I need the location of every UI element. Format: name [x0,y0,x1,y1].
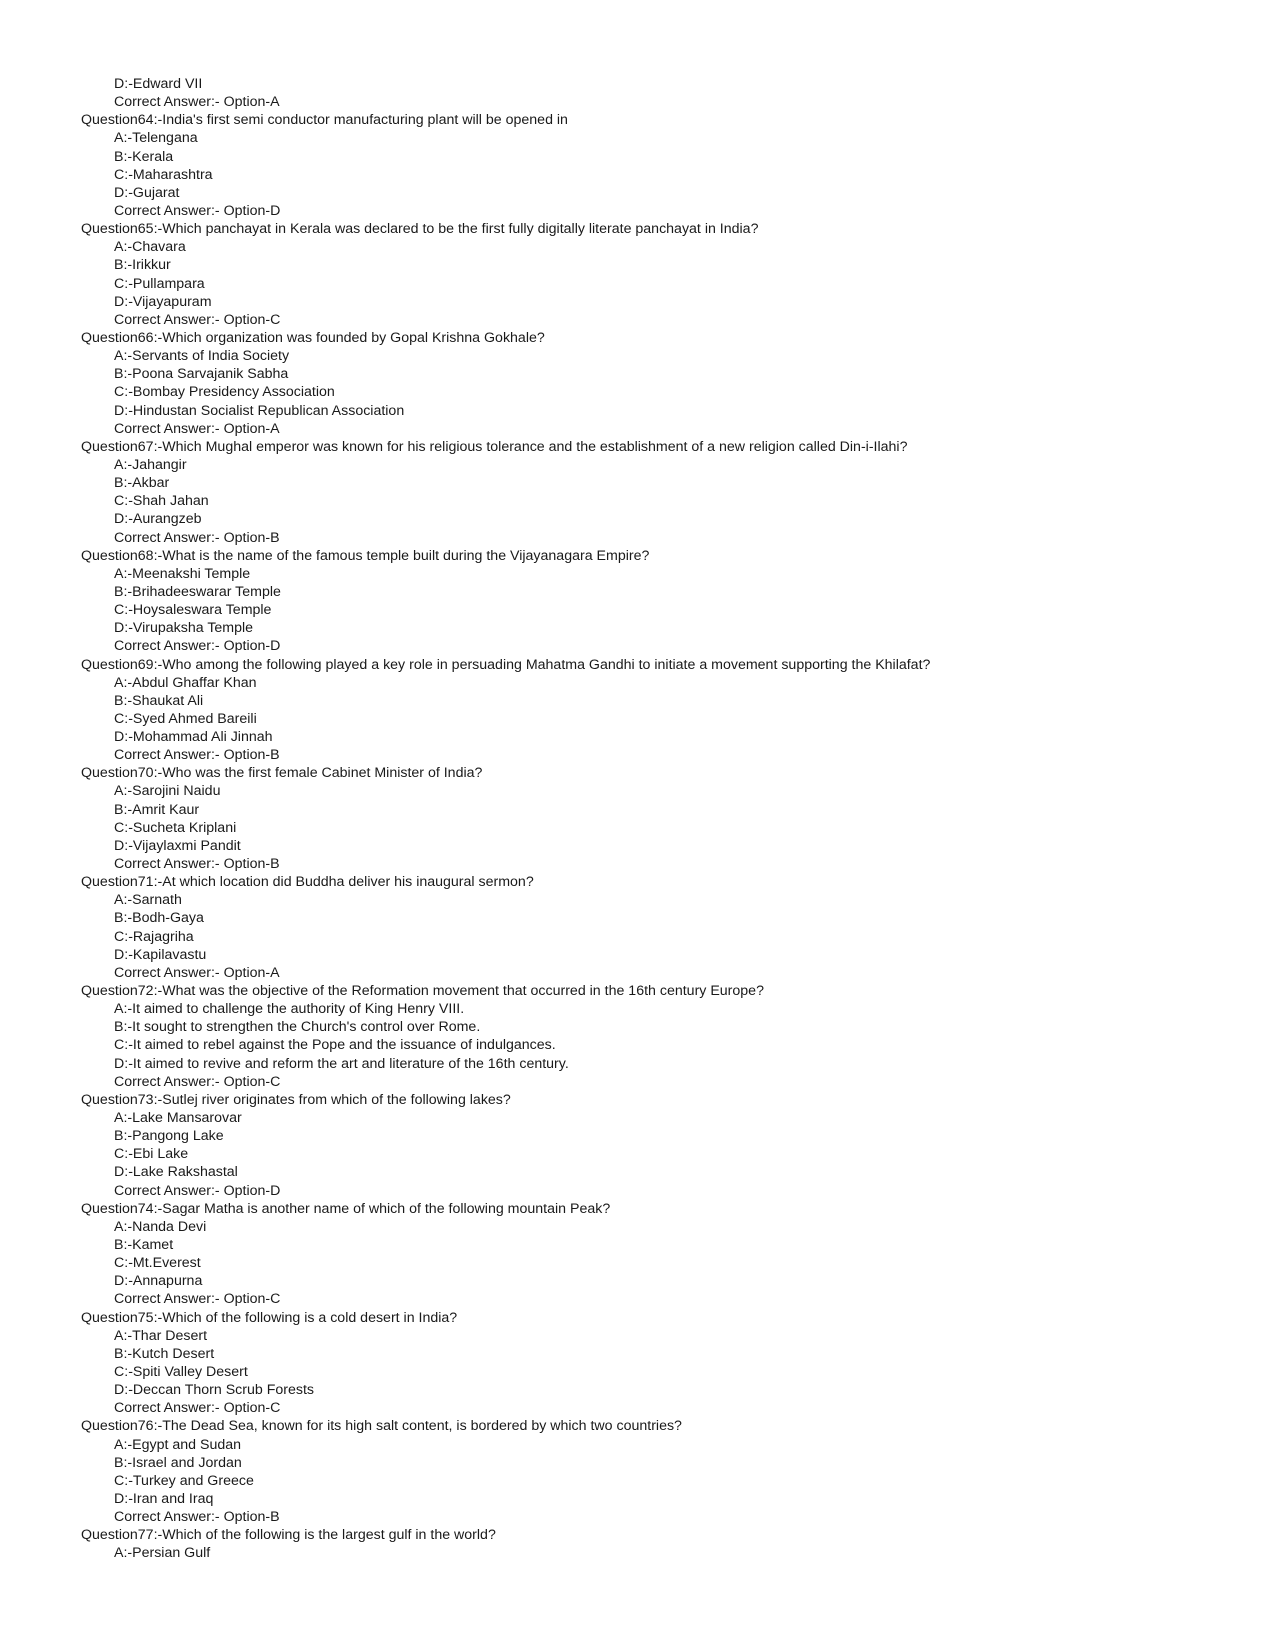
option-letter: D [114,76,125,92]
option-d: D:-Kapilavastu [114,946,207,963]
option-d: D:-Virupaksha Temple [114,620,254,637]
option-a: A:-Sarojini Naidu [114,783,221,800]
option-letter: C [114,275,125,292]
option-letter: B [114,1454,124,1471]
question-72: Question72:-What was the objective of the Reformation movement that occurred in the 16th century Europe? [81,983,764,1000]
option-c: C:-Pullampara [114,275,205,292]
option-text: Lake Mansarovar [132,1110,242,1127]
option-letter: B [114,366,124,383]
option-letter: C [114,1255,125,1272]
option-c: C:-It aimed to rebel against the Pope and the issuance of indulgances. [114,1037,556,1054]
question-74: Question74:-Sagar Matha is another name of which of the following mountain Peak? [81,1200,611,1217]
option-d: D:-Vijayapuram [114,293,212,310]
option-text: It aimed to revive and reform the art and literature of the 16th century. [132,1055,569,1072]
question-text: Which of the following is a cold desert in India? [162,1309,458,1326]
option-letter: B [114,148,124,165]
correct-answer-letter: B [270,747,280,764]
option-d: D:-Mohammad Ali Jinnah [114,729,273,746]
question-number: 77 [137,1527,154,1544]
question-64: Question64:-India's first semi conductor manufacturing plant will be opened in [81,112,568,129]
option-text: Servants of India Society [132,348,290,365]
option-text: Brihadeeswarar Temple [132,583,281,600]
option-letter: D [114,620,125,637]
option-text: Chavara [132,239,186,256]
question-text: Sagar Matha is another name of which of the following mountain Peak? [162,1200,611,1217]
option-text: Kerala [132,148,174,165]
correct-answer-letter: D [270,638,281,655]
question-75: Question75:-Which of the following is a cold desert in India? [81,1309,458,1326]
option-d: D:-Iran and Iraq [114,1490,214,1507]
option-text: Annapurna [132,1273,203,1290]
option-c: C:-Rajagriha [114,928,194,945]
option-letter: B [114,475,124,492]
question-number: 66 [137,329,154,346]
option-letter: D [114,946,125,963]
option-text: Virupaksha Temple [132,620,254,637]
option-c: C:-Sucheta Kriplani [114,819,237,836]
option-letter: B [114,583,124,600]
option-text: Egypt and Sudan [132,1436,241,1453]
option-letter: A [114,1327,124,1344]
question-text: Which Mughal emperor was known for his religious tolerance and the establishment of a new religion called Din-i-Ilahi? [162,438,908,455]
option-c: C:-Syed Ahmed Bareili [114,710,257,727]
question-66: Question66:-Which organization was founded by Gopal Krishna Gokhale? [81,329,545,346]
correct-answer: Correct Answer:- Option-A [114,964,280,981]
option-letter: C [114,1037,125,1054]
option-text: Syed Ahmed Bareili [132,710,257,727]
option-letter: D [114,729,125,746]
option-text: Sarojini Naidu [132,783,221,800]
correct-answer: Correct Answer:- Option-D [114,1182,281,1199]
option-b: B:-Israel and Jordan [114,1454,242,1471]
question-text: Who was the first female Cabinet Minister of India? [162,765,483,782]
question-text: At which location did Buddha deliver his inaugural sermon? [162,874,534,891]
question-73: Question73:-Sutlej river originates from which of the following lakes? [81,1091,511,1108]
question-text: Sutlej river originates from which of the following lakes? [162,1091,511,1108]
option-c: C:-Maharashtra [114,166,213,183]
question-number: 71 [137,874,154,891]
correct-answer-letter: B [270,856,280,873]
option-letter: A [114,1110,124,1127]
option-d: D:-It aimed to revive and reform the art and literature of the 16th century. [114,1055,569,1072]
option-d: D:-Deccan Thorn Scrub Forests [114,1382,315,1399]
option-letter: C [114,602,125,619]
option-letter: B [114,257,124,274]
question-number: 68 [137,547,154,564]
option-b: B:-Kutch Desert [114,1345,215,1362]
option-letter: A [114,565,124,582]
question-number: 72 [137,983,154,1000]
option-a: A:-Persian Gulf [114,1545,211,1562]
option-text: Rajagriha [132,928,194,945]
option-letter: B [114,801,124,818]
correct-answer: Correct Answer:- Option-D [114,202,281,219]
option-a: A:-Sarnath [114,892,182,909]
correct-answer: Correct Answer:- Option-C [114,311,281,328]
option-letter: C [114,1363,125,1380]
option-text: Abdul Ghaffar Khan [132,674,257,691]
option-text: Mt.Everest [132,1255,201,1272]
option-letter: A [114,892,124,909]
option-text: Meenakshi Temple [132,565,251,582]
question-text: Who among the following played a key role in persuading Mahatma Gandhi to initiate a movement supporting the Khilafat? [162,656,931,673]
option-text: Nanda Devi [132,1218,207,1235]
option-a: A:-Servants of India Society [114,348,290,365]
question-number: 64 [137,112,154,129]
option-text: Lake Rakshastal [132,1164,238,1181]
correct-answer: Correct Answer:- Option-C [114,1291,281,1308]
option-letter: B [114,910,124,927]
option-letter: D [114,1382,125,1399]
option-text: Iran and Iraq [132,1490,214,1507]
option-d: D:-Annapurna [114,1273,203,1290]
option-a: A:-Meenakshi Temple [114,565,251,582]
option-letter: D [114,511,125,528]
correct-answer-letter: B [270,529,280,546]
option-letter: A [114,1001,124,1018]
option-text: Sarnath [132,892,182,909]
option-b: B:-Kerala [114,148,174,165]
option-text: Spiti Valley Desert [132,1363,248,1380]
option-text: Bombay Presidency Association [132,384,335,401]
option-text: Akbar [132,475,170,492]
option-text: Shaukat Ali [132,692,204,709]
question-text: Which of the following is the largest gulf in the world? [162,1527,496,1544]
option-text: Irikkur [132,257,171,274]
option-text: Pangong Lake [132,1128,224,1145]
question-text: What is the name of the famous temple built during the Vijayanagara Empire? [162,547,650,564]
option-letter: C [114,384,125,401]
option-letter: C [114,928,125,945]
question-67: Question67:-Which Mughal emperor was known for his religious tolerance and the establishment of a new religion called Din-i-Ilahi? [81,438,908,455]
question-70: Question70:-Who was the first female Cabinet Minister of India? [81,765,483,782]
option-a: A:-Egypt and Sudan [114,1436,241,1453]
option-letter: A [114,130,124,147]
option-d: D:-Vijaylaxmi Pandit [114,837,241,854]
option-text: Edward VII [132,76,203,92]
option-text: Telengana [132,130,198,147]
option-text: It sought to strengthen the Church's control over Rome. [132,1019,481,1036]
option-text: Jahangir [132,456,187,473]
option-letter: A [114,348,124,365]
option-letter: A [114,239,124,256]
option-text: Pullampara [132,275,205,292]
option-letter: A [114,783,124,800]
correct-answer-letter: B [270,1509,280,1526]
option-b: B:-It sought to strengthen the Church's control over Rome. [114,1019,481,1036]
option-c: C:-Ebi Lake [114,1146,189,1163]
option-letter: C [114,493,125,510]
option-text: Deccan Thorn Scrub Forests [132,1382,315,1399]
option-b: B:-Shaukat Ali [114,692,204,709]
question-number: 73 [137,1091,154,1108]
correct-answer: Correct Answer:- Option-B [114,529,280,546]
question-text: The Dead Sea, known for its high salt content, is bordered by which two countries? [162,1418,682,1435]
option-c: C:-Shah Jahan [114,493,209,510]
option-letter: A [114,1436,124,1453]
question-number: 74 [137,1200,154,1217]
option-letter: D [114,1273,125,1290]
question-text: Which organization was founded by Gopal Krishna Gokhale? [162,329,545,346]
option-text: Poona Sarvajanik Sabha [132,366,289,383]
option-letter: C [114,166,125,183]
question-number: 65 [137,221,154,238]
option-letter: A [114,674,124,691]
question-69: Question69:-Who among the following played a key role in persuading Mahatma Gandhi to initiate a movement supporting the Khilafat? [81,656,931,673]
option-text: Amrit Kaur [132,801,200,818]
option-text: Hindustan Socialist Republican Association [132,402,405,419]
option-d: D:-Edward VII [114,76,203,92]
option-a: A:-Abdul Ghaffar Khan [114,674,257,691]
correct-answer: Correct Answer:- Option-B [114,1509,280,1526]
question-number: 75 [137,1309,154,1326]
option-text: Turkey and Greece [132,1472,254,1489]
question-65: Question65:-Which panchayat in Kerala was declared to be the first fully digitally literate panchayat in India? [81,221,759,238]
option-d: D:-Gujarat [114,184,180,201]
correct-answer: Correct Answer:- Option-A [114,94,280,111]
option-text: It aimed to rebel against the Pope and the issuance of indulgances. [132,1037,556,1054]
option-a: A:-Telengana [114,130,198,147]
option-text: Vijayapuram [132,293,212,310]
question-number: 70 [137,765,154,782]
option-text: Maharashtra [132,166,213,183]
correct-answer: Correct Answer:- Option-C [114,1073,281,1090]
option-d: D:-Aurangzeb [114,511,202,528]
option-letter: A [114,1545,124,1562]
option-b: B:-Amrit Kaur [114,801,200,818]
correct-answer-letter: A [270,420,280,437]
option-text: Sucheta Kriplani [132,819,237,836]
option-text: Ebi Lake [132,1146,189,1163]
option-text: Vijaylaxmi Pandit [132,837,241,854]
option-text: Hoysaleswara Temple [132,602,272,619]
option-b: B:-Pangong Lake [114,1128,224,1145]
correct-answer-letter: C [270,311,281,328]
correct-answer-letter: A [270,964,280,981]
option-a: A:-Jahangir [114,456,187,473]
option-b: B:-Kamet [114,1237,174,1253]
option-text: Mohammad Ali Jinnah [132,729,273,746]
option-c: C:-Spiti Valley Desert [114,1363,248,1380]
option-letter: B [114,1237,124,1253]
option-text: Thar Desert [132,1327,208,1344]
option-c: C:-Bombay Presidency Association [114,384,335,401]
option-d: D:-Hindustan Socialist Republican Association [114,402,405,419]
correct-answer-letter: D [270,1182,281,1199]
question-68: Question68:-What is the name of the famous temple built during the Vijayanagara Empire? [81,547,650,564]
correct-answer-letter: D [270,202,281,219]
option-letter: C [114,819,125,836]
correct-answer-letter: C [270,1400,281,1417]
option-d: D:-Lake Rakshastal [114,1164,238,1181]
correct-answer: Correct Answer:- Option-C [114,1400,281,1417]
option-text: Kapilavastu [132,946,207,963]
option-letter: D [114,1490,125,1507]
option-letter: D [114,1164,125,1181]
option-text: It aimed to challenge the authority of King Henry VIII. [132,1001,465,1018]
option-letter: B [114,1345,124,1362]
option-text: Persian Gulf [132,1545,211,1562]
option-letter: D [114,402,125,419]
option-letter: B [114,1019,124,1036]
option-letter: D [114,293,125,310]
option-text: Israel and Jordan [132,1454,242,1471]
option-text: Kutch Desert [132,1345,215,1362]
option-letter: D [114,837,125,854]
question-number: 69 [137,656,154,673]
option-a: A:-Nanda Devi [114,1218,207,1235]
question-text: Which panchayat in Kerala was declared to be the first fully digitally literate panchayat in India? [162,221,759,238]
option-b: B:-Brihadeeswarar Temple [114,583,281,600]
option-a: A:-It aimed to challenge the authority of King Henry VIII. [114,1001,465,1018]
option-letter: D [114,1055,125,1072]
option-b: B:-Irikkur [114,257,171,274]
correct-answer-letter: C [270,1291,281,1308]
option-a: A:-Lake Mansarovar [114,1110,242,1127]
option-letter: B [114,1128,124,1145]
option-b: B:-Akbar [114,475,170,492]
correct-answer-letter: A [270,94,280,111]
correct-answer: Correct Answer:- Option-B [114,856,280,873]
option-a: A:-Chavara [114,239,186,256]
correct-answer-letter: C [270,1073,281,1090]
option-c: C:-Turkey and Greece [114,1472,254,1489]
option-text: Gujarat [132,184,180,201]
option-letter: A [114,456,124,473]
correct-answer: Correct Answer:- Option-B [114,747,280,764]
option-text: Kamet [132,1237,174,1253]
question-number: 76 [137,1418,154,1435]
option-letter: D [114,184,125,201]
option-letter: C [114,1146,125,1163]
option-letter: A [114,1218,124,1235]
question-text: What was the objective of the Reformation movement that occurred in the 16th century Europe? [162,983,764,1000]
correct-answer: Correct Answer:- Option-D [114,638,281,655]
question-text: India's first semi conductor manufacturing plant will be opened in [162,112,568,129]
question-76: Question76:-The Dead Sea, known for its high salt content, is bordered by which two countries? [81,1418,682,1435]
option-c: C:-Mt.Everest [114,1255,201,1272]
question-document [81,75,1231,1563]
option-a: A:-Thar Desert [114,1327,208,1344]
option-letter: C [114,1472,125,1489]
question-number: 67 [137,438,154,455]
correct-answer: Correct Answer:- Option-A [114,420,280,437]
option-letter: C [114,710,125,727]
option-text: Bodh-Gaya [132,910,204,927]
question-71: Question71:-At which location did Buddha deliver his inaugural sermon? [81,874,534,891]
option-text: Aurangzeb [132,511,202,528]
option-letter: B [114,692,124,709]
question-77: Question77:-Which of the following is the largest gulf in the world? [81,1527,496,1544]
option-b: B:-Poona Sarvajanik Sabha [114,366,289,383]
option-text: Shah Jahan [132,493,209,510]
option-c: C:-Hoysaleswara Temple [114,602,272,619]
option-b: B:-Bodh-Gaya [114,910,204,927]
